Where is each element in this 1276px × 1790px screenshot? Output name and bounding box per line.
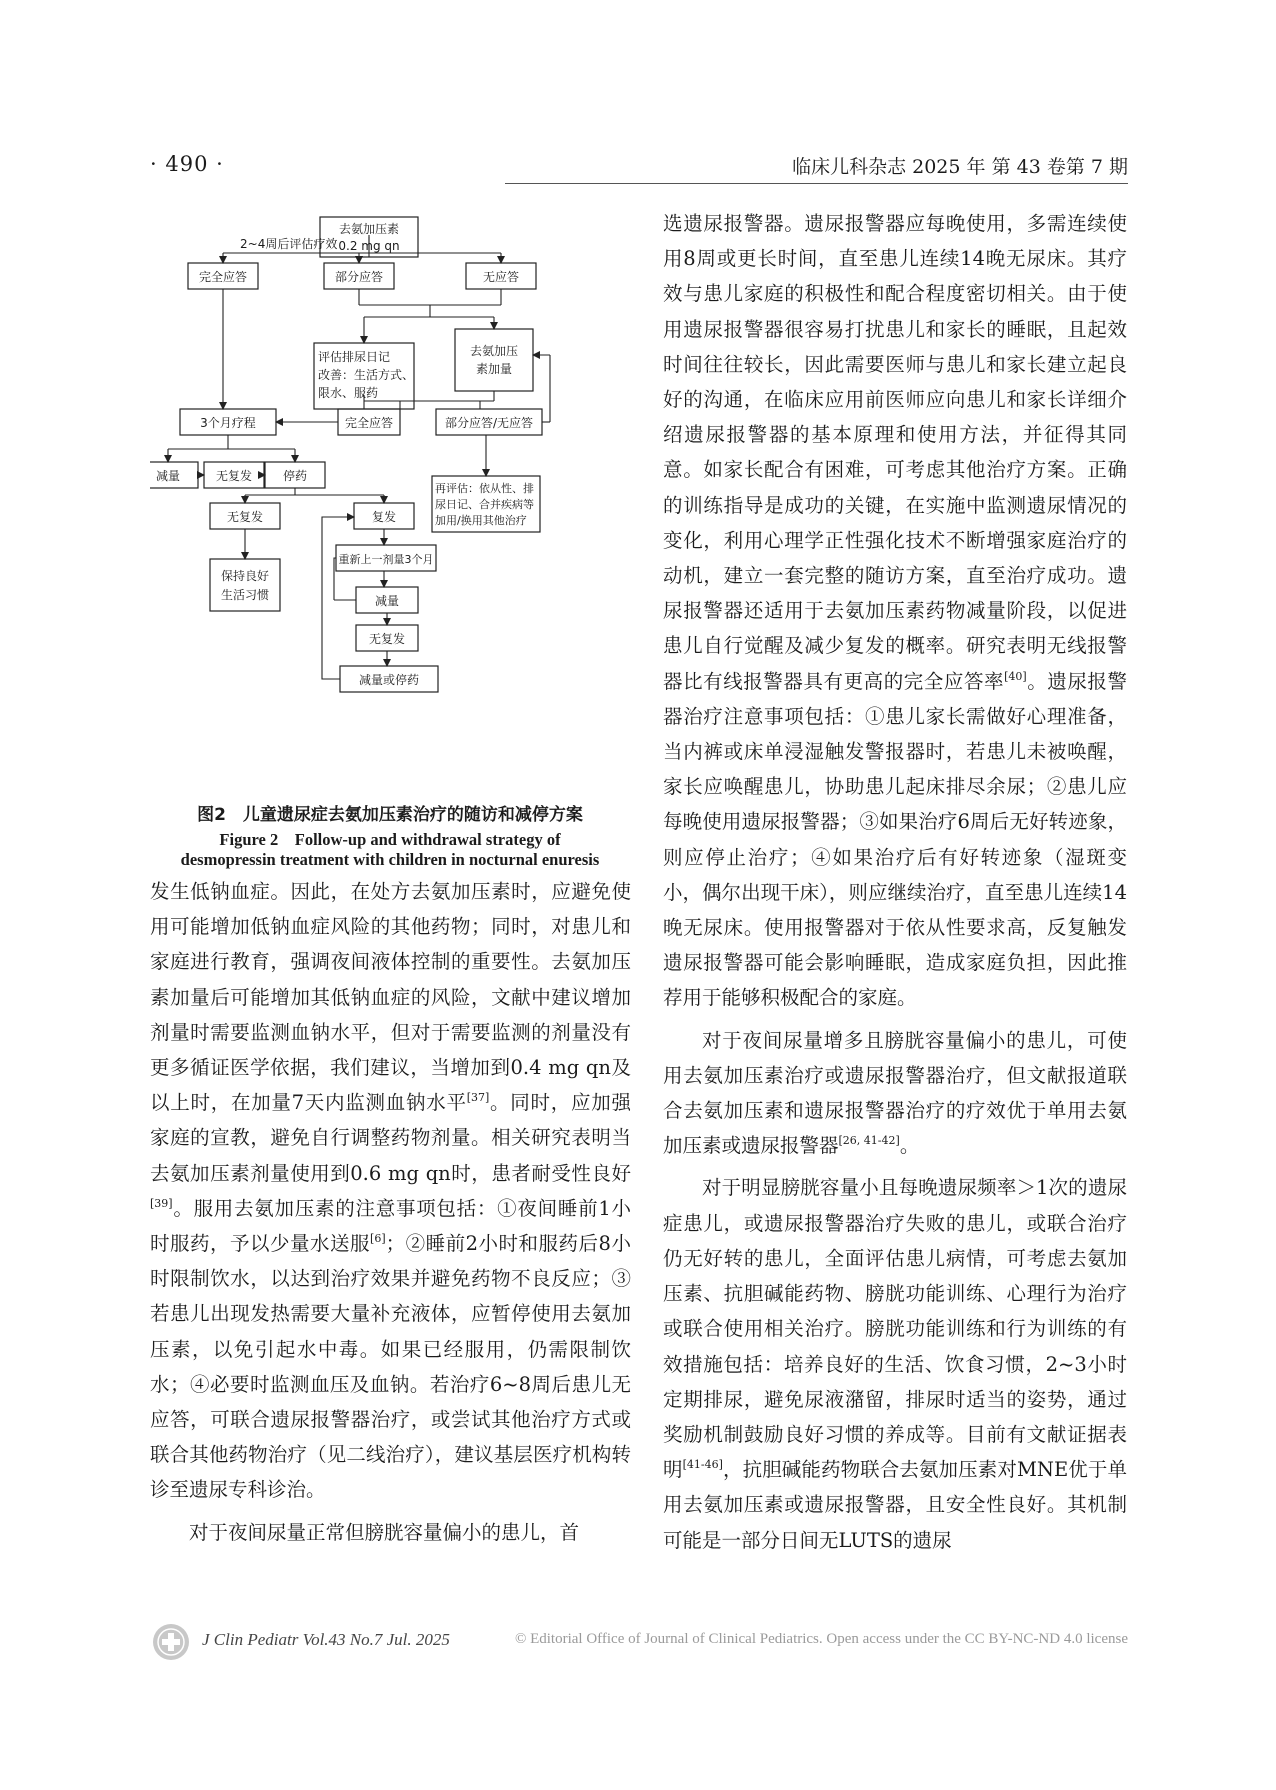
citation[interactable]: [39] xyxy=(150,1196,173,1210)
box-text: 减量 xyxy=(374,594,400,608)
box-text: 无复发 xyxy=(368,632,406,646)
box-text: 加用/换用其他治疗 xyxy=(435,514,527,527)
journal-logo-icon xyxy=(152,1623,190,1661)
box-text: 生活习惯 xyxy=(220,588,270,602)
box-text: 3个月疗程 xyxy=(200,416,256,430)
citation[interactable]: [6] xyxy=(370,1232,386,1246)
box-text: 无应答 xyxy=(482,270,520,284)
page-number: · 490 · xyxy=(150,152,224,176)
box-text: 素加量 xyxy=(475,362,513,376)
box-text: 评估排尿日记 xyxy=(318,350,391,364)
box-text: 部分应答/无应答 xyxy=(444,416,534,430)
box-keep xyxy=(210,559,280,611)
box-text: 2~4周后评估疗效 xyxy=(240,237,338,251)
box-text: 再评估：依从性、排 xyxy=(435,482,534,495)
box-increase xyxy=(455,329,533,391)
paragraph: 对于夜间尿量增多且膀胱容量偏小的患儿，可使用去氨加压素治疗或遗尿报警器治疗，但文献报道联合去氨加压素和遗尿报警器治疗的疗效优于单用去氨加压素或遗尿报警器[26, 41-42]。 xyxy=(663,1028,1127,1158)
citation[interactable]: [41-46] xyxy=(682,1458,723,1472)
box-text: 减量 xyxy=(155,469,181,483)
box-text: 减量或停药 xyxy=(358,673,420,687)
box-text: 完全应答 xyxy=(344,416,394,430)
box-text: 保持良好 xyxy=(220,569,270,583)
box-text: 无复发 xyxy=(215,469,253,483)
right-column xyxy=(663,206,1127,1558)
left-column xyxy=(150,874,631,1550)
header-rule xyxy=(505,183,1128,184)
figure-caption-en: desmopressin treatment with children in nocturnal enuresis xyxy=(180,850,600,869)
citation[interactable]: [40] xyxy=(1004,669,1027,683)
paragraph: 对于夜间尿量正常但膀胱容量偏小的患儿，首 xyxy=(189,1520,580,1544)
paragraph: 对于明显膀胱容量小且每晚遗尿频率＞1次的遗尿症患儿，或遗尿报警器治疗失败的患儿，或联合治疗仍无好转的患儿，全面评估患儿病情，可考虑去氨加压素、抗胆碱能药物、膀胱功能训练、心理行为治疗或联合使用相关治疗。膀胱功能训练和行为训练的有效措施包括：培养良好的生活、饮食习惯，2~3小时定期排尿，避免尿液潴留，排尿时适当的姿势，通过奖励机制鼓励良好习惯的养成等。目前有文献证据表明[41-46]，抗胆碱能药物联合去氨加压素对MNE优于单用去氨加压素或遗尿报警器，且安全性良好。其机制可能是一部分日间无LUTS的遗尿 xyxy=(663,1176,1127,1552)
box-text: 改善：生活方式、 xyxy=(318,368,415,382)
box-text: 无复发 xyxy=(226,510,264,524)
box-text: 复发 xyxy=(371,510,397,524)
box-text: 0.2 mg qn xyxy=(338,239,400,253)
box-text: 尿日记、合并疾病等 xyxy=(435,498,534,511)
box-text: 重新上一剂量3个月 xyxy=(338,553,434,566)
box-text: 去氨加压 xyxy=(469,344,519,358)
box-text: 限水、服药 xyxy=(318,386,379,400)
journal-header: 临床儿科杂志 2025 年 第 43 卷第 7 期 xyxy=(792,156,1128,178)
box-text: 完全应答 xyxy=(198,270,248,284)
paragraph: 发生低钠血症。因此，在处方去氨加压素时，应避免使用可能增加低钠血症风险的其他药物；同时，对患儿和家庭进行教育，强调夜间液体控制的重要性。去氨加压素加量后可能增加其低钠血症的风险，文献中建议增加剂量时需要监测血钠水平，但对于需要监测的剂量没有更多循证医学依据，我们建议，当增加到0.4 mg qn及以上时，在加量7天内监测血钠水平[37]。同时，应加强家庭的宣教，避免自行调整药物剂量。相关研究表明当去氨加压素剂量使用到0.6 mg qn时，患者耐受性良好[39]。服用去氨加压素的注意事项包括：①夜间睡前1小时服药，予以少量水送服[6]；②睡前2小时和服药后8小时限制饮水，以达到治疗效果并避免药物不良反应；③若患儿出现发热需要大量补充液体，应暂停使用去氨加压素，以免引起水中毒。如果已经服用，仍需限制饮水；④必要时监测血压及血钠。若治疗6~8周后患儿无应答，可联合遗尿报警器治疗，或尝试其他治疗方式或联合其他药物治疗（见二线治疗），建议基层医疗机构转诊至遗尿专科诊治。 xyxy=(150,880,631,1502)
citation[interactable]: [26, 41-42] xyxy=(838,1134,900,1148)
figure-caption-en: Figure 2 Follow-up and withdrawal strategy of xyxy=(219,830,561,849)
citation[interactable]: [37] xyxy=(466,1091,490,1105)
footer-citation: J Clin Pediatr Vol.43 No.7 Jul. 2025 xyxy=(202,1630,450,1649)
flowchart-figure xyxy=(150,205,630,795)
box-text: 去氨加压素 xyxy=(338,222,400,236)
box-text: 部分应答 xyxy=(334,270,384,284)
paragraph: 选遗尿报警器。遗尿报警器应每晚使用，多需连续使用8周或更长时间，直至患儿连续14晚无尿床。其疗效与患儿家庭的积极性和配合程度密切相关。由于使用遗尿报警器很容易打扰患儿和家长的睡眠，且起效时间往往较长，因此需要医师与患儿和家长建立起良好的沟通，在临床应用前医师应向患儿和家长详细介绍遗尿报警器的基本原理和使用方法，并征得其同意。如家长配合有困难，可考虑其他治疗方案。正确的训练指导是成功的关键，在实施中监测遗尿情况的变化，利用心理学正性强化技术不断增强家庭治疗的动机，建立一套完整的随访方案，直至治疗成功。遗尿报警器还适用于去氨加压素药物减量阶段，以促进患儿自行觉醒及减少复发的概率。研究表明无线报警器比有线报警器具有更高的完全应答率[40]。遗尿报警器治疗注意事项包括：①患儿家长需做好心理准备，当内裤或床单浸湿触发警报器时，若患儿未被唤醒，家长应唤醒患儿，协助患儿起床排尽余尿；②患儿应每晚使用遗尿报警器；③如果治疗6周后无好转迹象，则应停止治疗；④如果治疗后有好转迹象（湿斑变小，偶尔出现干床），则应继续治疗，直至患儿连续14晚无尿床。使用报警器对于依从性要求高，反复触发遗尿报警器可能会影响睡眠，造成家庭负担，因此推荐用于能够积极配合的家庭。 xyxy=(663,212,1127,1010)
figure-caption-cn: 图2 儿童遗尿症去氨加压素治疗的随访和减停方案 xyxy=(197,805,583,825)
box-text: 停药 xyxy=(282,469,308,483)
footer-license: © Editorial Office of Journal of Clinical Pediatrics. Open access under the CC BY-NC-ND 4.0 license xyxy=(514,1631,1128,1647)
